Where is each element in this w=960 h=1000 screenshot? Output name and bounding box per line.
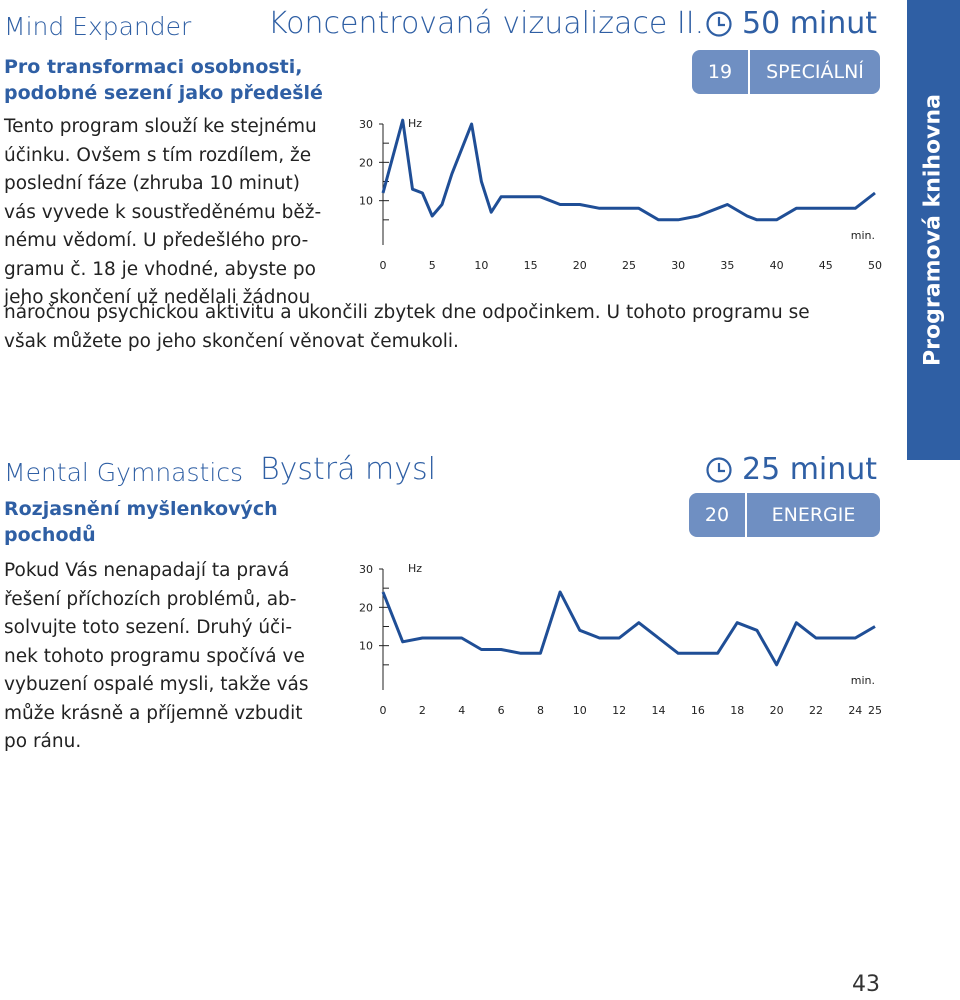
- program-title: Bystrá mysl: [260, 452, 436, 487]
- x-tick-label: 45: [818, 259, 833, 272]
- subtitle-line: Rozjasnění myšlenkových: [4, 498, 278, 520]
- y-tick-label: 20: [359, 601, 373, 615]
- side-tab-label: Programová knihovna: [920, 94, 946, 366]
- x-tick-label: 12: [612, 704, 627, 717]
- x-tick-label: 0: [379, 704, 387, 717]
- x-tick-label: 2: [418, 704, 426, 717]
- x-axis-label: min.: [850, 229, 875, 242]
- x-axis-label: min.: [850, 674, 875, 687]
- x-tick-label: 6: [497, 704, 505, 717]
- series-name: Mind Expander: [4, 12, 192, 41]
- category-label: SPECIÁLNÍ: [766, 61, 864, 83]
- x-tick-label: 0: [379, 259, 387, 272]
- text-line: Pokud Vás nenapadají ta pravá: [4, 560, 290, 581]
- subtitle-line: pochodů: [4, 524, 96, 546]
- text-line: jeho skončení už nedělali žádnou: [4, 287, 311, 308]
- clock-icon: [706, 11, 732, 37]
- page-number: 43: [852, 972, 880, 997]
- x-tick-label: 40: [769, 259, 784, 272]
- text-line: vybuzení ospalé mysli, takže vás: [4, 674, 309, 695]
- side-tab: [907, 0, 960, 460]
- x-tick-label: 35: [720, 259, 735, 272]
- program-number: 20: [689, 493, 747, 537]
- text-line: řešení příchozích problémů, ab-: [4, 588, 297, 610]
- series-name: Mental Gymnastics: [4, 458, 244, 487]
- program-number: 19: [692, 50, 750, 94]
- duration-text: 25 minut: [742, 452, 878, 487]
- x-tick-label: 5: [428, 259, 436, 272]
- x-tick-label: 10: [572, 704, 587, 717]
- program-description-cont: [4, 299, 884, 356]
- text-line: poslední fáze (zhruba 10 minut): [4, 173, 300, 194]
- text-line: Tento program slouží ke stejnému: [4, 116, 317, 137]
- y-tick-label: 30: [359, 563, 373, 576]
- program-subtitle: [4, 54, 323, 106]
- y-tick-label: 10: [359, 639, 373, 653]
- text-line: po ránu.: [4, 731, 82, 752]
- program-description: [4, 557, 334, 757]
- x-tick-label: 4: [458, 704, 466, 717]
- program-title: Koncentrovaná vizualizace II.: [268, 6, 705, 41]
- x-tick-label: 24: [848, 704, 863, 717]
- x-tick-label: 18: [730, 704, 745, 717]
- x-tick-label: 22: [808, 704, 823, 717]
- subtitle-line: Pro transformaci osobnosti,: [4, 56, 303, 78]
- category-label: ENERGIE: [771, 504, 856, 526]
- x-tick-label: 10: [474, 259, 489, 272]
- text-line: solvujte toto sezení. Druhý úči-: [4, 617, 293, 638]
- x-tick-label: 16: [690, 704, 705, 717]
- frequency-line: [383, 592, 875, 665]
- y-tick-label: 10: [359, 194, 373, 208]
- text-line: však můžete po jeho skončení věnovat čemukoli.: [4, 330, 459, 352]
- duration: [706, 6, 877, 41]
- text-line: může krásně a příjemně vzbudit: [4, 702, 303, 724]
- x-tick-label: 8: [536, 704, 544, 717]
- text-line: nému vědomí. U předešlého pro-: [4, 230, 309, 251]
- text-line: nek tohoto programu spočívá ve: [4, 645, 305, 667]
- frequency-chart: [355, 112, 890, 287]
- text-line: účinku. Ovšem s tím rozdílem, že: [4, 144, 312, 166]
- y-tick-label: 30: [359, 118, 373, 131]
- duration: [706, 452, 877, 487]
- frequency-line: [383, 120, 875, 220]
- program-description: [4, 113, 344, 313]
- text-line: vás vyvede k soustředěnému běž-: [4, 201, 322, 223]
- text-line: náročnou psychickou aktivitu a ukončili zbytek dne odpočinkem. U tohoto programu se: [4, 302, 810, 323]
- y-axis-label: Hz: [408, 117, 423, 130]
- x-tick-label: 20: [572, 259, 587, 272]
- duration-text: 50 minut: [742, 6, 878, 41]
- subtitle-line: podobné sezení jako předešlé: [4, 82, 323, 104]
- x-tick-label: 14: [651, 704, 666, 717]
- program-subtitle: [4, 496, 278, 548]
- x-tick-label: 30: [671, 259, 686, 272]
- clock-icon: [706, 457, 732, 483]
- frequency-chart: [355, 556, 890, 726]
- y-axis-label: Hz: [408, 562, 423, 575]
- x-tick-label: 20: [769, 704, 784, 717]
- x-tick-label: 25: [868, 704, 882, 717]
- x-tick-label: 25: [622, 259, 636, 272]
- x-tick-label: 15: [523, 259, 538, 272]
- y-tick-label: 20: [359, 156, 373, 170]
- x-tick-label: 50: [868, 259, 882, 272]
- category-badge: [692, 50, 880, 94]
- text-line: gramu č. 18 je vhodné, abyste po: [4, 258, 316, 280]
- category-badge: [689, 493, 880, 537]
